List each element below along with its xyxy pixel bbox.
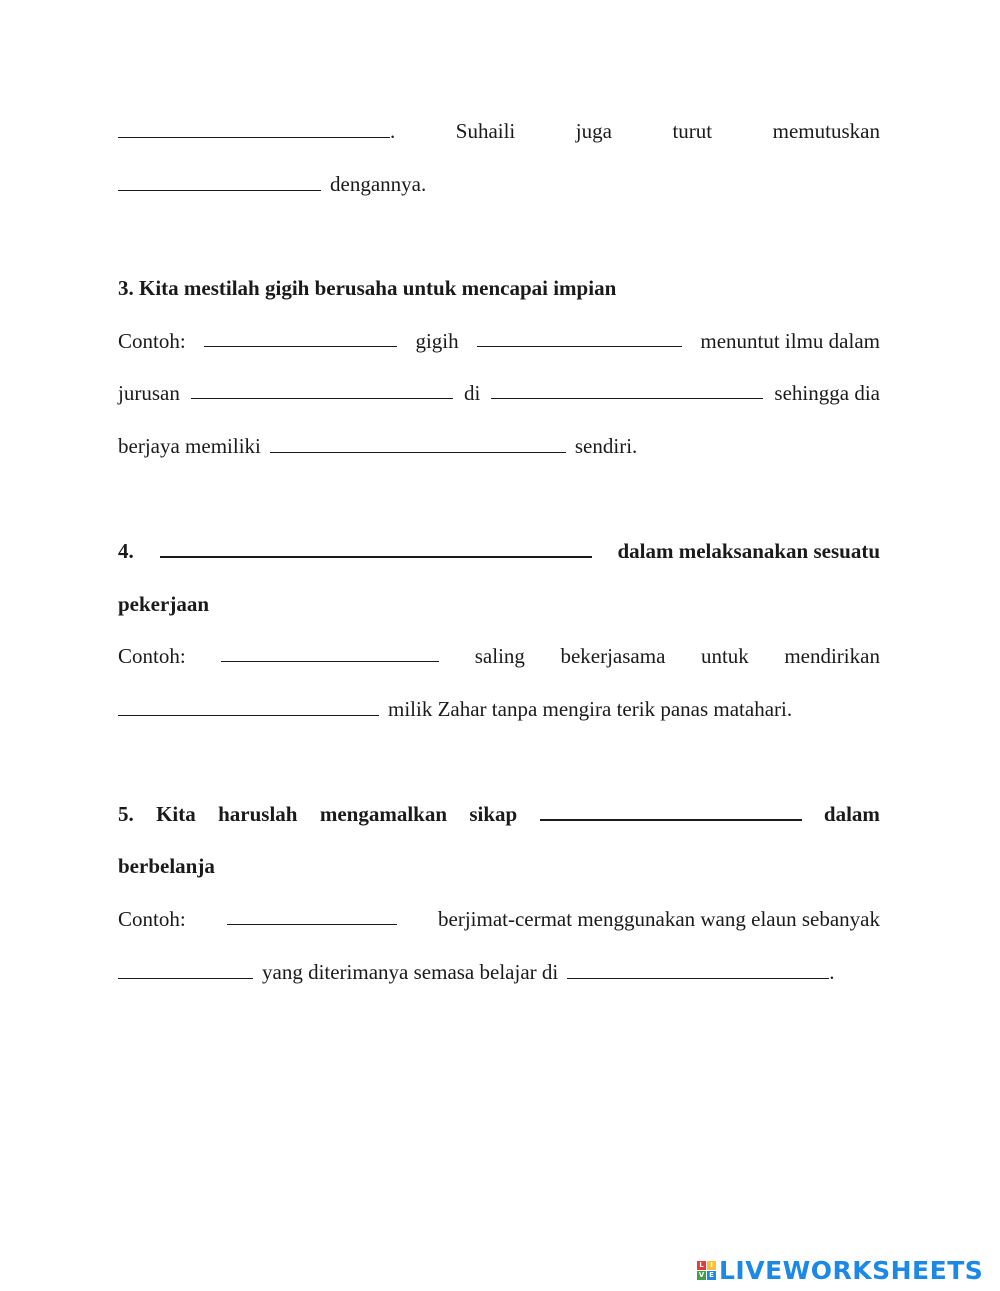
answer-blank[interactable] [477,326,682,347]
word: mendirikan [784,644,880,668]
section3-heading: 3. Kita mestilah gigih berusaha untuk mencapai impian [118,276,617,300]
answer-blank[interactable] [491,378,763,399]
answer-blank[interactable] [160,536,592,558]
answer-blank[interactable] [118,695,379,716]
section5-heading-line2: berbelanja [118,854,215,878]
answer-blank[interactable] [118,170,321,191]
word: saling [474,644,525,668]
answer-blank[interactable] [567,958,829,979]
word: memutuskan [772,119,880,143]
word: mengamalkan [319,802,448,826]
section2-line2: dengannya. [118,169,880,199]
section2-line1: . Suhaili juga turut memutuskan [118,116,880,146]
liveworksheets-logo[interactable] [697,1252,983,1288]
section3-line3: berjaya memiliki sendiri. [118,434,638,458]
logo-letter: L [697,1261,706,1270]
word: Suhaili [455,119,516,143]
word: turut [672,119,713,143]
section5-line1: Contoh: berjimat-cermat menggunakan wang elaun sebanyak [118,904,880,934]
liveworksheets-logo-icon [697,1261,716,1280]
logo-letter: I [707,1261,716,1270]
word: 5. [118,802,134,826]
answer-blank[interactable] [221,641,439,662]
answer-blank[interactable] [118,117,390,138]
section4-line2: milik Zahar tanpa mengira terik panas matahari. [118,694,880,724]
word: juga [575,119,612,143]
answer-blank[interactable] [191,378,453,399]
section5-line2: yang diterimanya semasa belajar di . [118,957,880,987]
answer-blank[interactable] [270,432,566,453]
logo-letter: V [698,1270,705,1279]
answer-blank[interactable] [204,326,397,347]
word: haruslah [218,802,298,826]
word: bekerjasama [560,644,666,668]
logo-text: LIVEWORKSHEETS [719,1255,984,1285]
logo-letter: E [707,1271,716,1280]
word: untuk [700,644,749,668]
answer-blank[interactable] [227,904,397,925]
section3-line2: jurusan di sehingga dia [118,378,880,408]
section4-heading-line2: pekerjaan [118,592,209,616]
section3-line1: Contoh: gigih menuntut ilmu dalam [118,326,880,356]
word: Kita [156,802,196,826]
answer-blank[interactable] [540,799,802,821]
section4-heading: 4. dalam melaksanakan sesuatu [118,536,880,566]
section5-heading: 5. Kita haruslah mengamalkan sikap dalam [118,799,880,829]
answer-blank[interactable] [118,958,253,979]
word: sikap [469,802,518,826]
section4-line1: Contoh: saling bekerjasama untuk mendirikan [118,641,880,671]
